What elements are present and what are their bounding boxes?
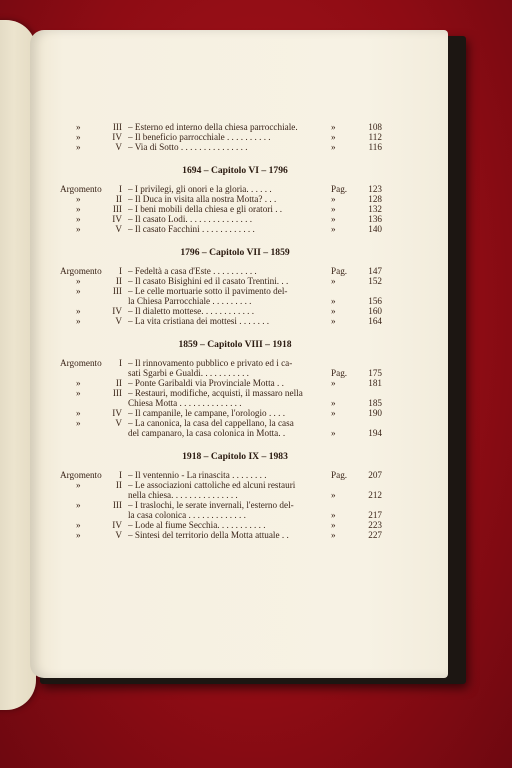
entry-label: Argomento <box>60 184 102 194</box>
entry-pag-marker: Pag. <box>331 184 348 194</box>
toc-entry <box>60 194 380 204</box>
entry-number: I <box>118 266 122 276</box>
toc-entry <box>60 368 380 378</box>
entry-page-number: 223 <box>368 520 382 530</box>
entry-page-number: 132 <box>368 204 382 214</box>
entry-page-number: 212 <box>368 490 382 500</box>
entry-title: la Chiesa Parrocchiale . . . . . . . . . <box>128 296 252 306</box>
entry-title: – La vita cristiana dei mottesi . . . . . . . <box>128 316 270 326</box>
toc-entry <box>60 490 380 500</box>
entry-title: – I privilegi, gli onori e la gloria. . . . . . <box>128 184 272 194</box>
entry-label: » <box>76 306 81 316</box>
entry-number: IV <box>112 214 122 224</box>
entry-page-number: 185 <box>368 398 382 408</box>
toc-entry <box>60 286 380 296</box>
toc-entry <box>60 530 380 540</box>
toc-entry <box>60 224 380 234</box>
entry-page-number: 160 <box>368 306 382 316</box>
toc-entry <box>60 122 380 132</box>
toc-entry <box>60 276 380 286</box>
entry-number: III <box>112 204 122 214</box>
toc-entry <box>60 408 380 418</box>
entry-number: II <box>115 276 122 286</box>
entry-title: – Le associazioni cattoliche ed alcuni restauri <box>128 480 296 490</box>
entry-label: » <box>76 530 81 540</box>
entry-page-number: 217 <box>368 510 382 520</box>
entry-label: » <box>76 500 81 510</box>
entry-label: » <box>76 122 81 132</box>
entry-pag-marker: Pag. <box>331 368 348 378</box>
entry-number: V <box>115 142 122 152</box>
entry-label: » <box>76 142 81 152</box>
toc-entry <box>60 296 380 306</box>
toc-entry <box>60 388 380 398</box>
entry-title: – Lode al fiume Secchia. . . . . . . . . . . <box>128 520 266 530</box>
entry-number: V <box>115 418 122 428</box>
entry-pag-marker: » <box>331 132 336 142</box>
toc-entry <box>60 428 380 438</box>
entry-pag-marker: » <box>331 122 336 132</box>
entry-number: III <box>112 286 122 296</box>
entry-title: del campanaro, la casa colonica in Motta. . <box>128 428 286 438</box>
chapter-heading: 1918 – Capitolo IX – 1983 <box>182 451 288 462</box>
entry-title: – Restauri, modifiche, acquisti, il massaro nella <box>128 388 303 398</box>
entry-number: IV <box>112 132 122 142</box>
entry-pag-marker: » <box>331 316 336 326</box>
entry-number: V <box>115 530 122 540</box>
entry-pag-marker: » <box>331 276 336 286</box>
entry-title: – Il ventennio - La rinascita . . . . . . . . <box>128 470 267 480</box>
entry-label: » <box>76 194 81 204</box>
entry-title: Chiesa Motta . . . . . . . . . . . . . . <box>128 398 242 408</box>
entry-pag-marker: Pag. <box>331 470 348 480</box>
toc-entry <box>60 510 380 520</box>
entry-label: » <box>76 132 81 142</box>
entry-pag-marker: » <box>331 510 336 520</box>
entry-title: – Il beneficio parrocchiale . . . . . . . . . . <box>128 132 271 142</box>
entry-number: III <box>112 500 122 510</box>
entry-page-number: 164 <box>368 316 382 326</box>
entry-page-number: 156 <box>368 296 382 306</box>
entry-title: la casa colonica . . . . . . . . . . . . . <box>128 510 246 520</box>
entry-title: – La canonica, la casa del cappellano, la casa <box>128 418 294 428</box>
entry-title: – Il casato Facchini . . . . . . . . . . . . <box>128 224 255 234</box>
entry-title: – Fedeltà a casa d'Este . . . . . . . . . . <box>128 266 257 276</box>
entry-title: – Il casato Lodi. . . . . . . . . . . . . . . <box>128 214 253 224</box>
entry-label: » <box>76 286 81 296</box>
entry-page-number: 123 <box>368 184 382 194</box>
entry-number: II <box>115 194 122 204</box>
toc-entry <box>60 214 380 224</box>
toc-entry <box>60 520 380 530</box>
entry-title: nella chiesa. . . . . . . . . . . . . . . <box>128 490 238 500</box>
entry-number: IV <box>112 520 122 530</box>
entry-pag-marker: » <box>331 408 336 418</box>
entry-label: Argomento <box>60 266 102 276</box>
entry-pag-marker: » <box>331 204 336 214</box>
entry-label: » <box>76 520 81 530</box>
toc-entry <box>60 378 380 388</box>
toc-entry <box>60 398 380 408</box>
entry-label: » <box>76 204 81 214</box>
entry-title: – Esterno ed interno della chiesa parrocchiale. <box>128 122 298 132</box>
entry-title: – Il rinnovamento pubblico e privato ed i ca- <box>128 358 293 368</box>
entry-number: I <box>118 184 122 194</box>
entry-number: III <box>112 122 122 132</box>
entry-pag-marker: » <box>331 398 336 408</box>
entry-title: – I traslochi, le serate invernali, l'esterno del- <box>128 500 294 510</box>
entry-label: » <box>76 480 81 490</box>
entry-title: – Il dialetto mottese. . . . . . . . . . . . <box>128 306 255 316</box>
entry-page-number: 152 <box>368 276 382 286</box>
toc-entry <box>60 358 380 368</box>
entry-label: Argomento <box>60 358 102 368</box>
entry-label: » <box>76 316 81 326</box>
entry-title: – Ponte Garibaldi via Provinciale Motta . . <box>128 378 284 388</box>
toc-entry <box>60 204 380 214</box>
toc-entry <box>60 132 380 142</box>
toc-entry <box>60 480 380 490</box>
entry-pag-marker: » <box>331 194 336 204</box>
toc-entry <box>60 316 380 326</box>
toc-entry <box>60 500 380 510</box>
entry-number: I <box>118 470 122 480</box>
entry-pag-marker: » <box>331 520 336 530</box>
entry-number: II <box>115 480 122 490</box>
entry-pag-marker: » <box>331 214 336 224</box>
entry-title: – Via di Sotto . . . . . . . . . . . . . . . <box>128 142 248 152</box>
entry-pag-marker: » <box>331 378 336 388</box>
table-of-contents <box>60 92 380 540</box>
entry-pag-marker: » <box>331 224 336 234</box>
entry-title: – I beni mobili della chiesa e gli oratori . . <box>128 204 283 214</box>
entry-title: sati Sgarbi e Gualdi. . . . . . . . . . . <box>128 368 249 378</box>
entry-label: » <box>76 224 81 234</box>
toc-entry <box>60 142 380 152</box>
toc-entry <box>60 418 380 428</box>
entry-pag-marker: Pag. <box>331 266 348 276</box>
entry-pag-marker: » <box>331 296 336 306</box>
entry-page-number: 227 <box>368 530 382 540</box>
entry-label: » <box>76 408 81 418</box>
entry-label: » <box>76 418 81 428</box>
entry-label: » <box>76 388 81 398</box>
entry-page-number: 190 <box>368 408 382 418</box>
entry-label: » <box>76 276 81 286</box>
entry-page-number: 108 <box>368 122 382 132</box>
toc-entry <box>60 266 380 276</box>
entry-number: IV <box>112 408 122 418</box>
entry-number: II <box>115 378 122 388</box>
chapter-heading: 1859 – Capitolo VIII – 1918 <box>178 339 292 350</box>
entry-pag-marker: » <box>331 142 336 152</box>
entry-title: – Le celle mortuarie sotto il pavimento del- <box>128 286 288 296</box>
entry-label: Argomento <box>60 470 102 480</box>
entry-page-number: 207 <box>368 470 382 480</box>
entry-pag-marker: » <box>331 428 336 438</box>
entry-page-number: 116 <box>368 142 382 152</box>
entry-title: – Il campanile, le campane, l'orologio . . . . <box>128 408 286 418</box>
entry-number: V <box>115 224 122 234</box>
entry-number: V <box>115 316 122 326</box>
entry-pag-marker: » <box>331 490 336 500</box>
entry-page-number: 128 <box>368 194 382 204</box>
entry-label: » <box>76 214 81 224</box>
entry-pag-marker: » <box>331 306 336 316</box>
entry-title: – Sintesi del territorio della Motta attuale . . <box>128 530 289 540</box>
entry-number: IV <box>112 306 122 316</box>
entry-label: » <box>76 378 81 388</box>
entry-page-number: 175 <box>368 368 382 378</box>
entry-number: III <box>112 388 122 398</box>
entry-page-number: 194 <box>368 428 382 438</box>
entry-title: – Il Duca in visita alla nostra Motta? . . . <box>128 194 277 204</box>
entry-page-number: 140 <box>368 224 382 234</box>
entry-page-number: 136 <box>368 214 382 224</box>
chapter-heading: 1694 – Capitolo VI – 1796 <box>182 165 288 176</box>
toc-entry <box>60 306 380 316</box>
entry-number: I <box>118 358 122 368</box>
entry-page-number: 181 <box>368 378 382 388</box>
chapter-heading: 1796 – Capitolo VII – 1859 <box>180 247 290 258</box>
entry-title: – Il casato Bisighini ed il casato Trentini. . . <box>128 276 289 286</box>
toc-entry <box>60 470 380 480</box>
entry-page-number: 147 <box>368 266 382 276</box>
entry-page-number: 112 <box>368 132 382 142</box>
entry-pag-marker: » <box>331 530 336 540</box>
toc-entry <box>60 184 380 194</box>
